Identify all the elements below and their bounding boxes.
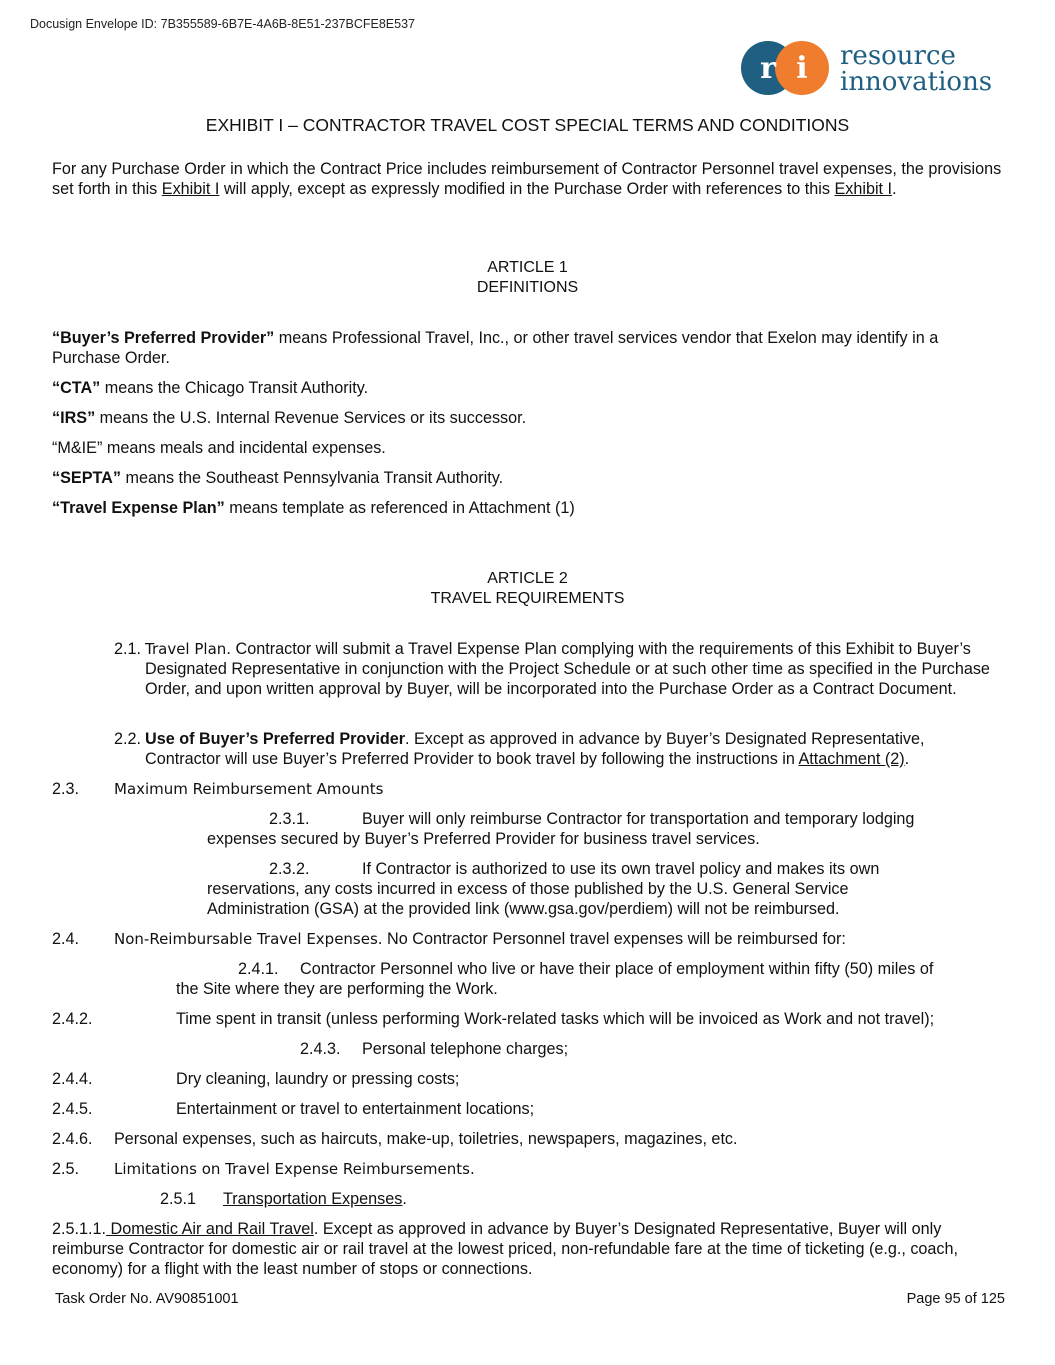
intro-text-2: will apply, except as expressly modified in the Purchase Order with references to this <box>219 180 835 198</box>
definition-mie <box>52 438 386 458</box>
definition-cta <box>52 378 368 398</box>
section-2-4-6-number: 2.4.6. <box>52 1130 93 1148</box>
section-2-3-1-rest: expenses secured by Buyer’s Preferred Provider for business travel services. <box>207 830 760 848</box>
definition-text: means template as referenced in Attachment (1) <box>224 499 575 517</box>
logo-word-resource: resource <box>840 41 956 71</box>
section-2-1-number: 2.1. <box>114 640 142 658</box>
definition-text: means the Southeast Pennsylvania Transit Authority. <box>120 469 504 487</box>
section-2-3-number: 2.3. <box>52 780 80 798</box>
section-2-3-1-number: 2.3.1. <box>269 810 310 828</box>
section-2-4-number: 2.4. <box>52 930 80 948</box>
envelope-id: Docusign Envelope ID: 7B355589-6B7E-4A6B-8E51-237BCFE8E537 <box>30 17 415 31</box>
section-text-end: . <box>402 1190 407 1208</box>
logo-mark <box>740 38 1015 100</box>
section-text: No Contractor Personnel travel expenses will be reimbursed for: <box>382 930 846 948</box>
section-text: . Except as approved in advance by Buyer’s Designated Representative, Contractor will use Buyer’s Preferred Provider to book travel by following the instructions in <box>145 730 925 768</box>
intro-text-3: . <box>892 180 897 198</box>
section-2-2 <box>145 729 990 769</box>
section-title: Non-Reimbursable Travel Expenses. <box>114 930 383 948</box>
section-2-5-1-1 <box>52 1219 992 1279</box>
section-text: Contractor will submit a Travel Expense Plan complying with the requirements of this Exhibit to Buyer’s Designated Representative in conjunction with the Project Schedule or at such other time as specified in the Purchase Order, and upon written approval by Buyer, will be incorporated into the Purchase Order as a Contract Document. <box>145 640 990 698</box>
section-2-4-3-number: 2.4.3. <box>300 1040 341 1058</box>
article-1-heading: ARTICLE 1 <box>487 259 568 276</box>
section-2-3-2-first-line: If Contractor is authorized to use its own travel policy and makes its own <box>362 860 880 878</box>
section-2-4-5-text: Entertainment or travel to entertainment locations; <box>176 1100 535 1118</box>
definition-term: “SEPTA” <box>52 469 121 487</box>
definition-term: “CTA” <box>52 379 101 397</box>
definition-term: “Travel Expense Plan” <box>52 499 225 517</box>
section-2-3-1-first-line: Buyer will only reimburse Contractor for transportation and temporary lodging <box>362 810 915 828</box>
definition-septa <box>52 468 503 488</box>
definition-text: means the Chicago Transit Authority. <box>100 379 369 397</box>
definition-text: “M&IE” means meals and incidental expenses. <box>52 439 386 457</box>
section-2-5-1-number: 2.5.1 <box>160 1190 197 1208</box>
section-2-4-1-first-line: Contractor Personnel who live or have their place of employment within fifty (50) miles of <box>300 960 934 978</box>
logo-monogram-i: i <box>796 51 808 86</box>
section-title: Use of Buyer’s Preferred Provider <box>145 730 406 748</box>
section-2-4-3-text: Personal telephone charges; <box>362 1040 569 1058</box>
exhibit-title: EXHIBIT I – CONTRACTOR TRAVEL COST SPECIAL TERMS AND CONDITIONS <box>205 115 850 135</box>
exhibit-reference: Exhibit I <box>834 180 893 198</box>
section-2-5-number: 2.5. <box>52 1160 80 1178</box>
section-2-3-title: Maximum Reimbursement Amounts <box>114 780 384 798</box>
section-2-4-2-number: 2.4.2. <box>52 1010 93 1028</box>
section-text: . Except as approved in advance by Buyer’s Designated Representative, Buyer will only reimburse Contractor for domestic air or rail travel at the lowest priced, non-refundable fare at the time of ticketing (e.g., coach, economy) for a flight with the least number of stops or connections. <box>52 1220 959 1278</box>
section-title: Transportation Expenses <box>223 1190 403 1208</box>
section-2-4-5-number: 2.4.5. <box>52 1100 93 1118</box>
section-2-4-1-number: 2.4.1. <box>238 960 279 978</box>
section-2-4-4-number: 2.4.4. <box>52 1070 93 1088</box>
definition-buyers-preferred-provider <box>52 328 1002 368</box>
definition-travel-expense-plan <box>52 498 575 518</box>
section-2-4 <box>114 929 994 949</box>
section-2-1 <box>145 639 990 699</box>
attachment-reference: Attachment (2) <box>798 750 905 768</box>
intro-text-1: For any Purchase Order in which the Contract Price includes reimbursement of Contractor Personnel travel expenses, the provisions set forth in this <box>52 160 1002 198</box>
section-2-3-2-rest: reservations, any costs incurred in excess of those published by the U.S. General Service Administration (GSA) at the provided link (www.gsa.gov/perdiem) will not be reimbursed. <box>207 880 849 918</box>
section-2-4-6-text: Personal expenses, such as haircuts, make-up, toiletries, newspapers, magazines, etc. <box>114 1130 738 1148</box>
exhibit-reference: Exhibit I <box>161 180 220 198</box>
task-order-number: Task Order No. AV90851001 <box>55 1291 239 1307</box>
article-2-heading: ARTICLE 2 <box>487 570 568 587</box>
section-2-4-2-text: Time spent in transit (unless performing Work-related tasks which will be invoiced as Work and not travel); <box>176 1010 935 1028</box>
section-2-4-4-text: Dry cleaning, laundry or pressing costs; <box>176 1070 460 1088</box>
logo-monogram-r: r <box>760 51 776 86</box>
resource-innovations-logo <box>740 38 1015 100</box>
section-title: Domestic Air and Rail Travel <box>106 1220 314 1238</box>
section-title: Travel Plan. <box>145 640 232 658</box>
definition-irs <box>52 408 526 428</box>
article-2-subheading: TRAVEL REQUIREMENTS <box>430 590 625 607</box>
definition-term: “Buyer’s Preferred Provider” <box>52 329 275 347</box>
definition-text: means the U.S. Internal Revenue Services or its successor. <box>95 409 527 427</box>
section-number: 2.5.1.1. <box>52 1220 107 1238</box>
section-2-5-title: Limitations on Travel Expense Reimbursements. <box>114 1160 475 1178</box>
section-2-2-number: 2.2. <box>114 730 142 748</box>
section-text-end: . <box>904 750 910 768</box>
section-2-3-2-number: 2.3.2. <box>269 860 310 878</box>
logo-word-innovations: innovations <box>840 67 993 97</box>
intro-paragraph <box>52 159 1002 199</box>
article-1-subheading: DEFINITIONS <box>476 279 579 296</box>
section-2-5-1 <box>223 1189 407 1209</box>
definition-text: means Professional Travel, Inc., or other travel services vendor that Exelon may identify in a Purchase Order. <box>52 329 939 367</box>
section-2-4-1-rest: the Site where they are performing the Work. <box>176 980 498 998</box>
definition-term: “IRS” <box>52 409 96 427</box>
page-number: Page 95 of 125 <box>906 1291 1005 1307</box>
